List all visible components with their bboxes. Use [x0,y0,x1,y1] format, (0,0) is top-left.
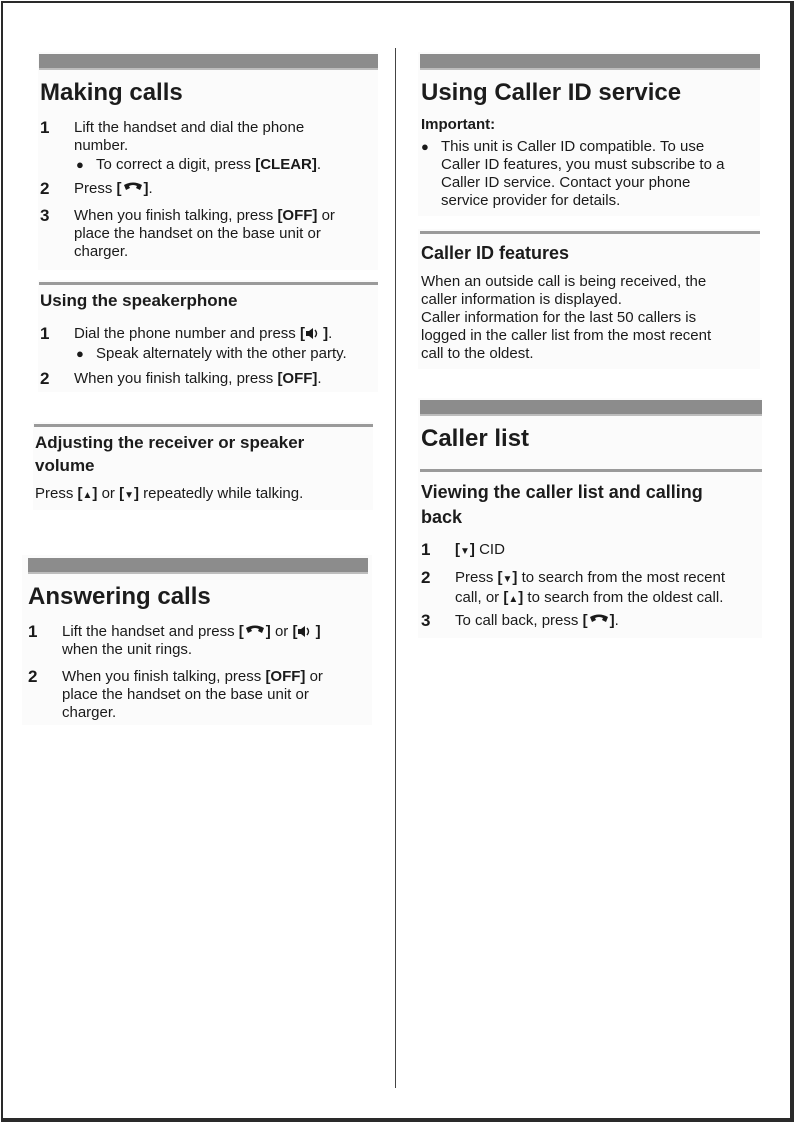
step-number: 2 [421,568,431,587]
down-arrow-icon: ▼ [502,574,513,585]
step-text: Press [▼] to search from the most recent call, or [▲] to search from the oldest call. [455,569,726,606]
speakerphone-step-1 [40,325,380,345]
caller-id-title: Using Caller ID service [421,79,682,106]
speakerphone-step-2 [40,370,380,390]
bullet-dot: ● [421,139,429,154]
section-rule [34,424,373,427]
speakerphone-icon [305,327,319,340]
step-number: 3 [40,206,50,225]
section-rule [39,282,378,285]
step-number: 1 [40,324,50,343]
step-number: 1 [40,118,50,137]
off-key: [OFF] [277,207,318,224]
features-text: When an outside call is being received, the caller information is displayed. Caller information for the last 50 callers is logged in the caller list from the most recent call to the oldest. [421,273,712,362]
features-title: Caller ID features [421,243,570,263]
caller-id-bullet: ● This unit is Caller ID compatible. To use Caller ID features, you must subscribe to a Caller ID service. Contact your phone service provider for details. [421,138,725,209]
up-arrow-icon: ▲ [508,594,519,605]
down-arrow-icon: ▼ [460,546,470,557]
section-rule [420,231,760,234]
step-text: Press [ ]. [74,180,153,197]
phone-handset-icon [588,613,610,627]
bullet-dot: ● [76,157,84,172]
phone-handset-icon [122,181,144,195]
making-calls-bullet: ● To correct a digit, press [CLEAR]. [76,156,322,173]
caller-list-step-2 [421,569,761,609]
answering-step-1 [28,623,373,663]
section-bar [420,400,762,416]
down-arrow-icon: ▼ [124,490,135,501]
speakerphone-title: Using the speakerphone [40,291,238,310]
caller-list-step-3 [421,612,761,632]
bullet-dot: ● [76,346,84,361]
caller-list-title: Caller list [421,425,530,452]
making-calls-step-1 [40,119,380,159]
section-bar [28,558,368,574]
phone-handset-icon [244,624,266,638]
column-divider [395,48,396,1088]
answering-step-2 [28,668,373,724]
step-text: When you finish talking, press [OFF]. [74,370,322,387]
important-label: Important: [421,116,496,133]
step-text: When you finish talking, press [OFF] or place the handset on the base unit or charger. [62,668,323,721]
volume-text: Press [▲] or [▼] repeatedly while talking. [35,485,304,502]
off-key: [OFF] [265,668,306,685]
answering-title: Answering calls [28,583,211,610]
making-calls-title: Making calls [40,79,183,106]
speakerphone-bullet: ● Speak alternately with the other party. [76,345,347,362]
step-number: 2 [28,667,38,686]
speakerphone-icon [297,625,311,638]
step-text: To call back, press [ ]. [455,612,619,629]
making-calls-step-3 [40,207,380,267]
up-arrow-icon: ▲ [82,490,93,501]
step-text: When you finish talking, press [OFF] or place the handset on the base unit or charger. [74,207,335,260]
step-text: Lift the handset and press [ ] or [ ] when the unit rings. [62,623,321,658]
step-number: 3 [421,611,431,630]
step-text: [▼] CID [455,541,505,558]
step-number: 2 [40,179,50,198]
step-number: 1 [421,540,431,559]
off-key: [OFF] [277,370,318,387]
caller-list-subtitle: Viewing the caller list and calling back [421,482,703,527]
step-text: Dial the phone number and press [ ]. [74,325,333,342]
section-bar [39,54,378,70]
section-bar [420,54,760,70]
clear-key: [CLEAR] [255,156,317,173]
section-rule [420,469,762,472]
step-text: Lift the handset and dial the phone number. [74,119,305,154]
step-number: 2 [40,369,50,388]
caller-list-step-1 [421,541,761,561]
step-number: 1 [28,622,38,641]
volume-title: Adjusting the receiver or speaker volume [35,433,305,475]
making-calls-step-2 [40,180,380,200]
